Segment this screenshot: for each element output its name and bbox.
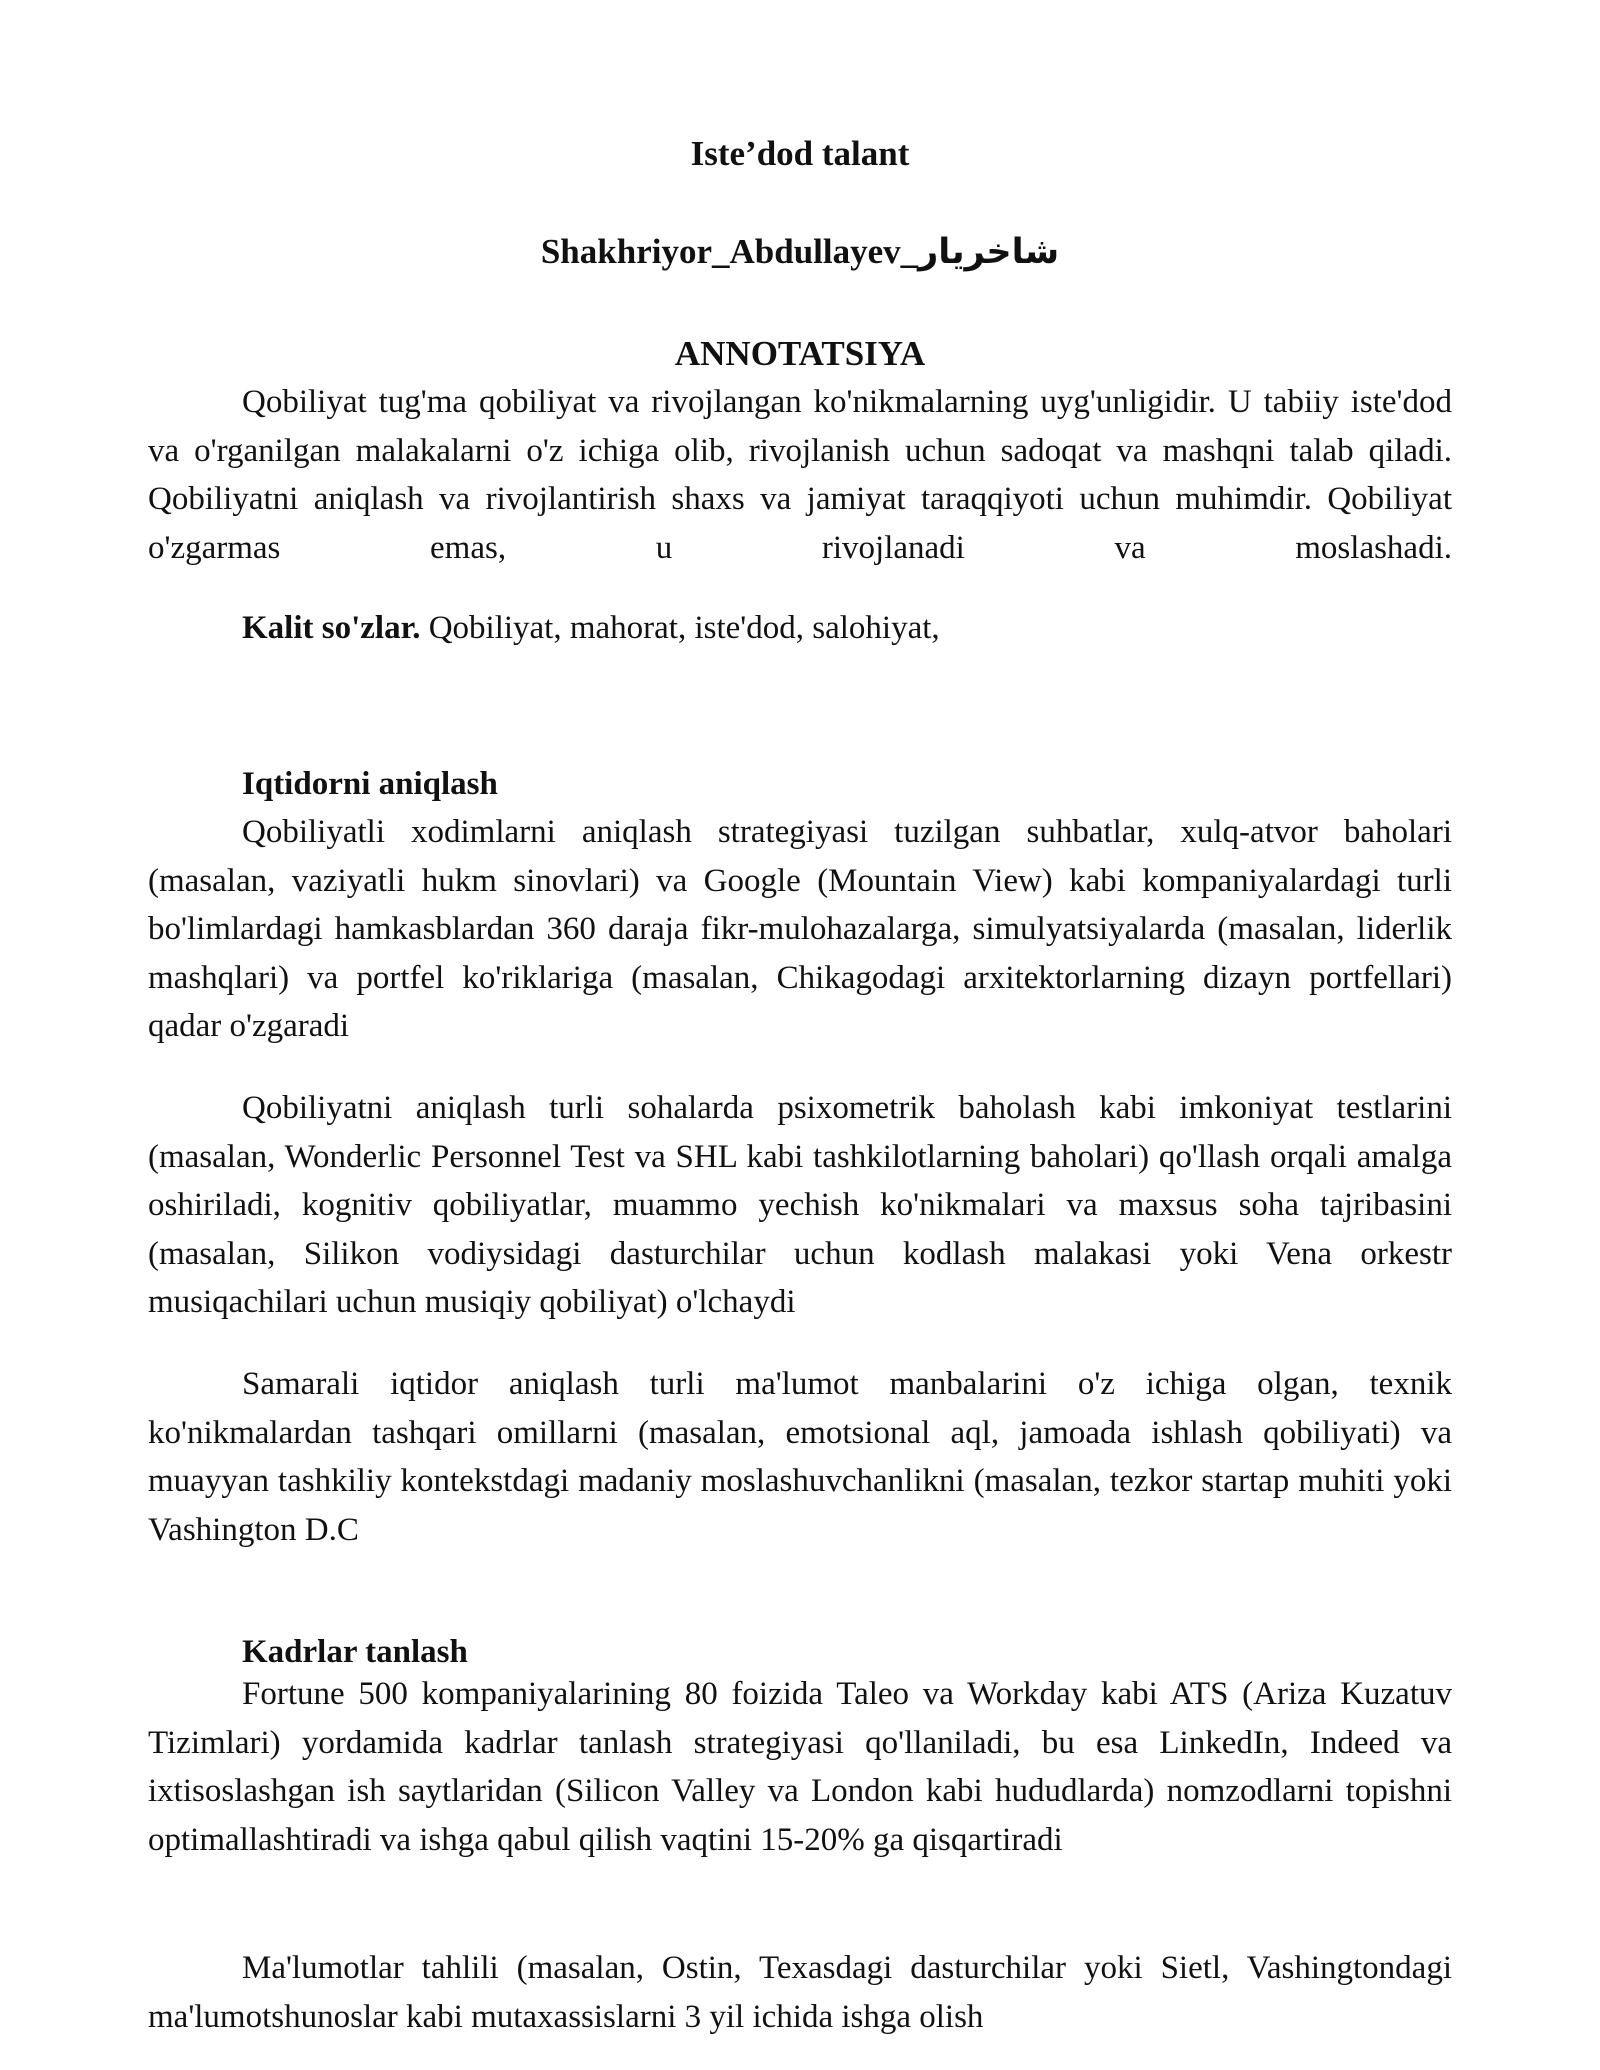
author-name: Shakhriyor_Abdullayev_ (540, 232, 919, 271)
section-paragraph: Samarali iqtidor aniqlash turli ma'lumot manbalarini o'z ichiga olgan, texnik ko'nikmalardan tashqari omillarni (masalan, emotsional aql, jamoada ishlash qobiliyati) va muayyan tashkiliy kontekstdagi madaniy moslashuvchanlikni (masalan, tezkor startap muhiti yoki Vashington D.C (148, 1366, 1452, 1548)
section-paragraph: Ma'lumotlar tahlili (masalan, Ostin, Texasdagi dasturchilar yoki Sietl, Vashingtondagi ma'lumotshunoslar kabi mutaxassislarni 3 yil ichida ishga olish (148, 1950, 1452, 2035)
annotation-heading: ANNOTATSIYA (674, 334, 926, 373)
section-heading-iqtidorni-aniqlash: Iqtidorni aniqlash (242, 766, 498, 802)
document-title: Iste’dod talant (690, 134, 910, 173)
section-paragraph: Qobiliyatni aniqlash turli sohalarda psixometrik baholash kabi imkoniyat testlarini (masalan, Wonderlic Personnel Test va SHL kabi tashkilotlarning baholari) qo'llash orqali amalga oshiriladi, kognitiv qobiliyatlar, muammo yechish ko'nikmalari va maxsus soha tajribasini (masalan, Silikon vodiysidagi dasturchilar uchun kodlash malakasi yoki Vena orkestr musiqachilari uchun musiqiy qobiliyat) o'lchaydi (148, 1090, 1452, 1320)
annotation-paragraph: Qobiliyat tug'ma qobiliyat va rivojlangan ko'nikmalarning uyg'unligidir. U tabiiy iste'dod va o'rganilgan malakalarni o'z ichiga olib, rivojlanish uchun sadoqat va mashqni talab qiladi. Qobiliyatni aniqlash va rivojlantirish shaxs va jamiyat taraqqiyoti uchun muhimdir. Qobiliyat o'zgarmas emas, u rivojlanadi va moslashadi. (148, 384, 1452, 566)
author-line (0, 232, 1600, 272)
section-paragraph: Qobiliyatli xodimlarni aniqlash strategiyasi tuzilgan suhbatlar, xulq-atvor baholari (masalan, vaziyatli hukm sinovlari) va Google (Mountain View) kabi kompaniyalardagi turli bo'limlardagi hamkasblardan 360 daraja fikr-mulohazalarga, simulyatsiyalarda (masalan, liderlik mashqlari) va portfel ko'riklariga (masalan, Chikagodagi arxitektorlarning dizayn portfellari) qadar o'zgaradi (148, 814, 1452, 1044)
author-name-arabic: شاخريار (918, 232, 1060, 272)
keywords-line (242, 608, 940, 648)
section-paragraph: Fortune 500 kompaniyalarining 80 foizida Taleo va Workday kabi ATS (Ariza Kuzatuv Tizimlari) yordamida kadrlar tanlash strategiyasi qo'llaniladi, bu esa LinkedIn, Indeed va ixtisoslashgan ish saytlaridan (Silicon Valley va London kabi hududlarda) nomzodlarni topishni optimallashtiradi va ishga qabul qilish vaqtini 15-20% ga qisqartiradi (148, 1676, 1452, 1858)
keywords-label: Kalit so'zlar. (242, 610, 421, 646)
keywords-text: Qobiliyat, mahorat, iste'dod, salohiyat, (420, 610, 940, 646)
section-heading-kadrlar-tanlash: Kadrlar tanlash (242, 1634, 468, 1670)
